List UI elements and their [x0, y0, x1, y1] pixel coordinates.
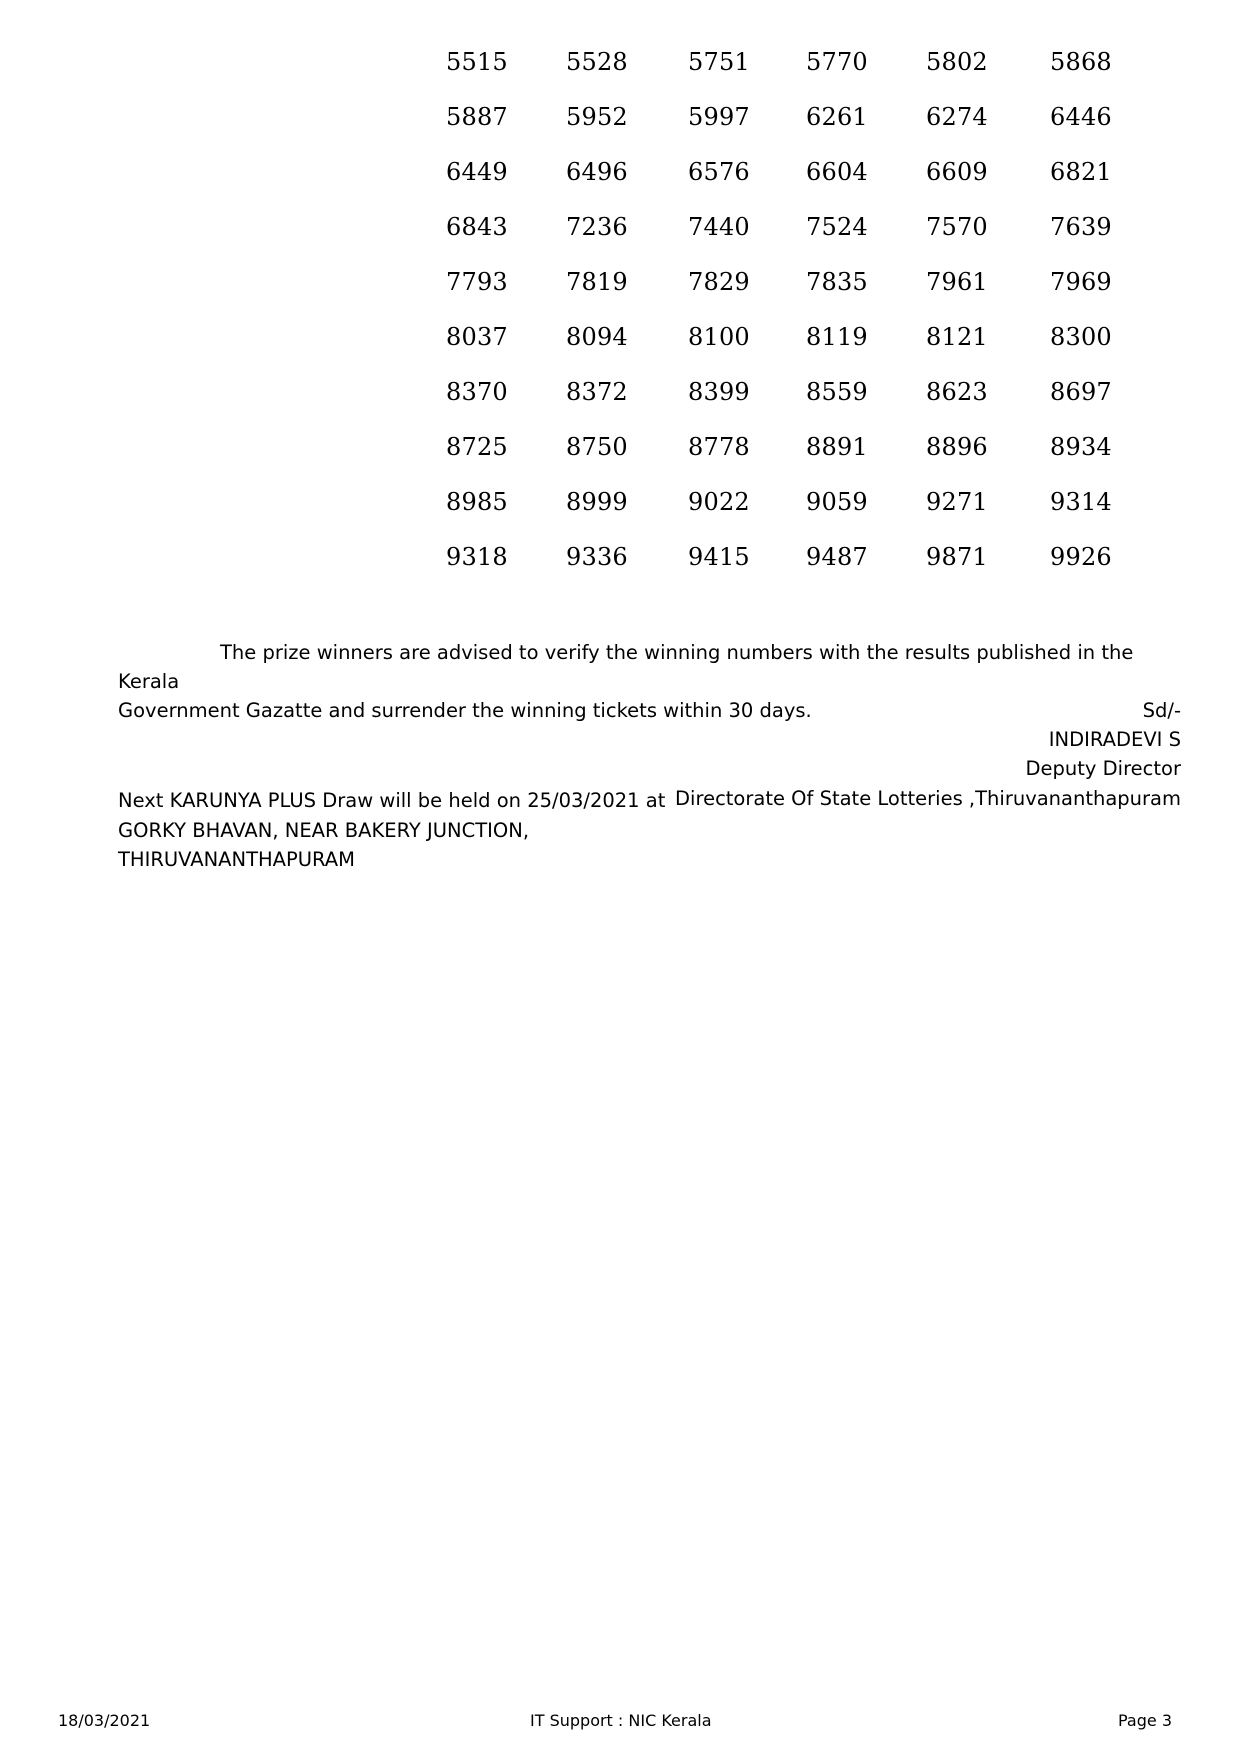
winning-number: 8697	[1050, 378, 1112, 406]
winning-number: 8399	[688, 378, 750, 406]
notice-line-1: The prize winners are advised to verify the winning numbers with the results published in the Kerala	[118, 641, 1134, 693]
footer-page-number: Page 3	[1118, 1711, 1172, 1730]
winning-number: 9926	[1050, 543, 1112, 571]
signature-sd: Sd/-	[1142, 699, 1181, 722]
winning-number: 7961	[926, 268, 988, 296]
winning-number: 5997	[688, 103, 750, 131]
winning-number: 8750	[566, 433, 628, 461]
winning-number: 7236	[566, 213, 628, 241]
signatory-designation: Deputy Director	[1025, 757, 1181, 780]
winning-number: 7639	[1050, 213, 1112, 241]
winning-number: 6261	[806, 103, 868, 131]
winning-number: 6446	[1050, 103, 1112, 131]
winning-number: 9022	[688, 488, 750, 516]
winning-number: 9059	[806, 488, 868, 516]
winning-number: 6274	[926, 103, 988, 131]
winning-number: 8891	[806, 433, 868, 461]
winning-number: 8370	[446, 378, 508, 406]
winning-number: 7835	[806, 268, 868, 296]
next-draw-info	[118, 786, 678, 875]
winning-number: 5770	[806, 48, 868, 76]
winning-number: 7524	[806, 213, 868, 241]
winning-number: 5751	[688, 48, 750, 76]
winning-number: 5952	[566, 103, 628, 131]
winning-number: 8119	[806, 323, 868, 351]
winning-number: 7570	[926, 213, 988, 241]
winning-number: 9314	[1050, 488, 1112, 516]
winning-number: 6449	[446, 158, 508, 186]
next-draw-line-3: THIRUVANANTHAPURAM	[118, 848, 355, 871]
notice-line-2: Government Gazatte and surrender the winning tickets within 30 days.	[118, 699, 812, 722]
winning-number: 8778	[688, 433, 750, 461]
number-row	[0, 537, 1241, 577]
winning-number: 8999	[566, 488, 628, 516]
winning-number: 7969	[1050, 268, 1112, 296]
winning-number: 8100	[688, 323, 750, 351]
footer-it-support: IT Support : NIC Kerala	[530, 1711, 712, 1730]
number-row	[0, 317, 1241, 357]
winning-number: 8372	[566, 378, 628, 406]
winning-number: 7829	[688, 268, 750, 296]
winning-number: 8623	[926, 378, 988, 406]
winning-number: 6604	[806, 158, 868, 186]
winning-number: 5887	[446, 103, 508, 131]
signatory-name: INDIRADEVI S	[1048, 728, 1181, 751]
winning-number: 6843	[446, 213, 508, 241]
winning-number: 5868	[1050, 48, 1112, 76]
winning-number: 6609	[926, 158, 988, 186]
prize-notice	[118, 638, 1173, 725]
winning-number: 8300	[1050, 323, 1112, 351]
footer-date: 18/03/2021	[58, 1711, 151, 1730]
winning-number: 7793	[446, 268, 508, 296]
winning-number: 9415	[688, 543, 750, 571]
next-draw-line-1: Next KARUNYA PLUS Draw will be held on 25/03/2021 at	[118, 789, 666, 812]
winning-number: 8037	[446, 323, 508, 351]
winning-number: 8094	[566, 323, 628, 351]
next-draw-line-2: GORKY BHAVAN, NEAR BAKERY JUNCTION,	[118, 818, 530, 842]
winning-number: 7440	[688, 213, 750, 241]
winning-number: 8934	[1050, 433, 1112, 461]
winning-number: 5515	[446, 48, 508, 76]
winning-number: 8559	[806, 378, 868, 406]
number-row	[0, 207, 1241, 247]
number-row	[0, 42, 1241, 82]
winning-number: 9318	[446, 543, 508, 571]
winning-number: 8121	[926, 323, 988, 351]
winning-number: 9271	[926, 488, 988, 516]
number-row	[0, 427, 1241, 467]
winning-number: 8896	[926, 433, 988, 461]
number-row	[0, 482, 1241, 522]
winning-number: 8985	[446, 488, 508, 516]
winning-number: 7819	[566, 268, 628, 296]
number-row	[0, 262, 1241, 302]
winning-number: 6821	[1050, 158, 1112, 186]
winning-number: 5802	[926, 48, 988, 76]
winning-number: 6496	[566, 158, 628, 186]
number-row	[0, 372, 1241, 412]
number-row	[0, 152, 1241, 192]
winning-number: 5528	[566, 48, 628, 76]
number-row	[0, 97, 1241, 137]
winning-number: 8725	[446, 433, 508, 461]
winning-number: 9336	[566, 543, 628, 571]
signatory-office: Directorate Of State Lotteries ,Thiruvananthapuram	[675, 787, 1181, 810]
winning-number: 6576	[688, 158, 750, 186]
winning-number: 9871	[926, 543, 988, 571]
winning-number: 9487	[806, 543, 868, 571]
